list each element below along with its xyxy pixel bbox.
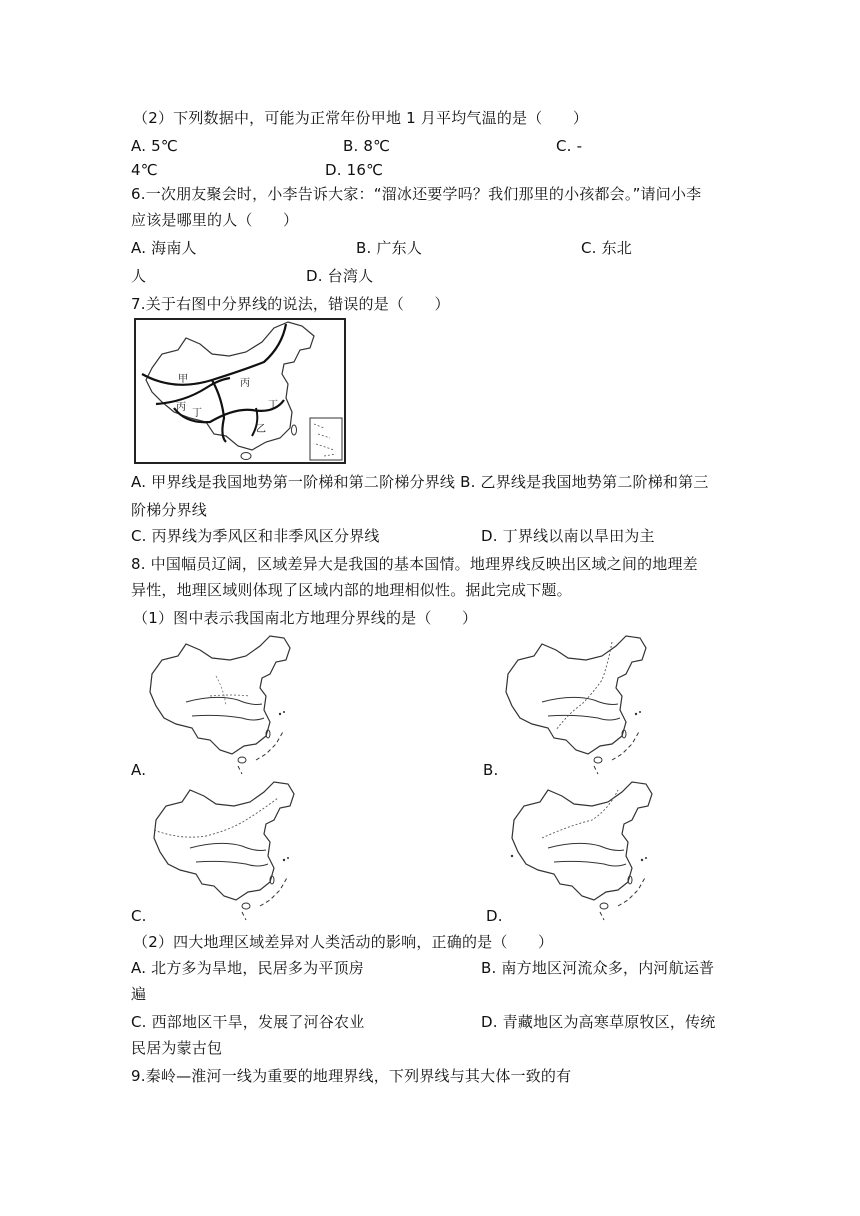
q5-2-stem: （2）下列数据中，可能为正常年份甲地 1 月平均气温的是（ ） [133,109,589,127]
map-label-jia: 甲 [178,374,188,385]
q7-stem: 7.关于右图中分界线的说法，错误的是（ ） [131,295,450,313]
q8-sub1-stem: （1）图中表示我国南北方地理分界线的是（ ） [133,609,478,627]
q6-stem-line1: 6.一次朋友聚会时，小李告诉大家：“溜冰还要学吗？我们那里的小孩都会。”请问小李 [131,185,702,203]
q5-2-option-c-cont: 4℃ [131,161,158,179]
q9-stem: 9.秦岭—淮河一线为重要的地理界线，下列界线与其大体一致的有 [131,1067,572,1085]
q8-sub2-option-b: B. 南方地区河流众多，内河航运普 [481,959,715,977]
q8-option-b-label: B. [483,761,499,779]
q8-map-c [150,780,300,922]
map-label-ding-west: 丁 [192,408,202,419]
q5-2-option-a: A. 5℃ [131,137,178,155]
q8-map-b [502,634,652,776]
q8-sub2-stem: （2）四大地理区域差异对人类活动的影响，正确的是（ ） [133,933,554,951]
q8-map-a [146,634,296,776]
q8-option-d-label: D. [486,907,503,925]
q8-sub2-option-d-cont: 民居为蒙古包 [131,1039,223,1057]
q8-sub2-option-d: D. 青藏地区为高寒草原牧区，传统 [481,1013,716,1031]
q6-option-c-cont: 人 [131,267,147,285]
q8-stem-line1: 8. 中国幅员辽阔，区域差异大是我国的基本国情。地理界线反映出区域之间的地理差 [131,555,698,573]
q8-option-c-label: C. [131,907,147,925]
q7-option-a-b-line2: 阶梯分界线 [131,501,208,519]
q6-stem-line2: 应该是哪里的人（ ） [131,211,299,229]
map-label-bing-east: 丙 [240,378,250,389]
q6-option-b: B. 广东人 [356,239,423,257]
q8-sub2-option-a: A. 北方多为旱地，民居多为平顶房 [131,959,364,977]
map-label-yi: 乙 [256,424,266,435]
q8-sub2-option-c: C. 西部地区干旱，发展了河谷农业 [131,1013,365,1031]
q5-2-option-c: C. - [556,137,583,155]
q7-option-c: C. 丙界线为季风区和非季风区分界线 [131,527,380,545]
q6-option-d: D. 台湾人 [306,267,374,285]
q7-boundary-map [134,318,346,464]
map-label-ding-east: 丁 [268,400,278,411]
q8-option-a-label: A. [131,761,147,779]
q6-option-c: C. 东北 [581,239,633,257]
map-label-bing-west: 丙 [176,402,186,413]
q5-2-option-d: D. 16℃ [325,161,384,179]
q5-2-option-b: B. 8℃ [343,137,391,155]
q8-sub2-option-b-cont: 遍 [131,985,147,1003]
q7-option-d: D. 丁界线以南以旱田为主 [481,527,655,545]
q6-option-a: A. 海南人 [131,239,197,257]
q8-map-d [508,780,658,922]
q7-option-a-b-line1: A. 甲界线是我国地势第一阶梯和第二阶梯分界线 B. 乙界线是我国地势第二阶梯和第三 [131,473,709,491]
q8-stem-line2: 异性，地理区域则体现了区域内部的地理相似性。据此完成下题。 [131,581,572,599]
